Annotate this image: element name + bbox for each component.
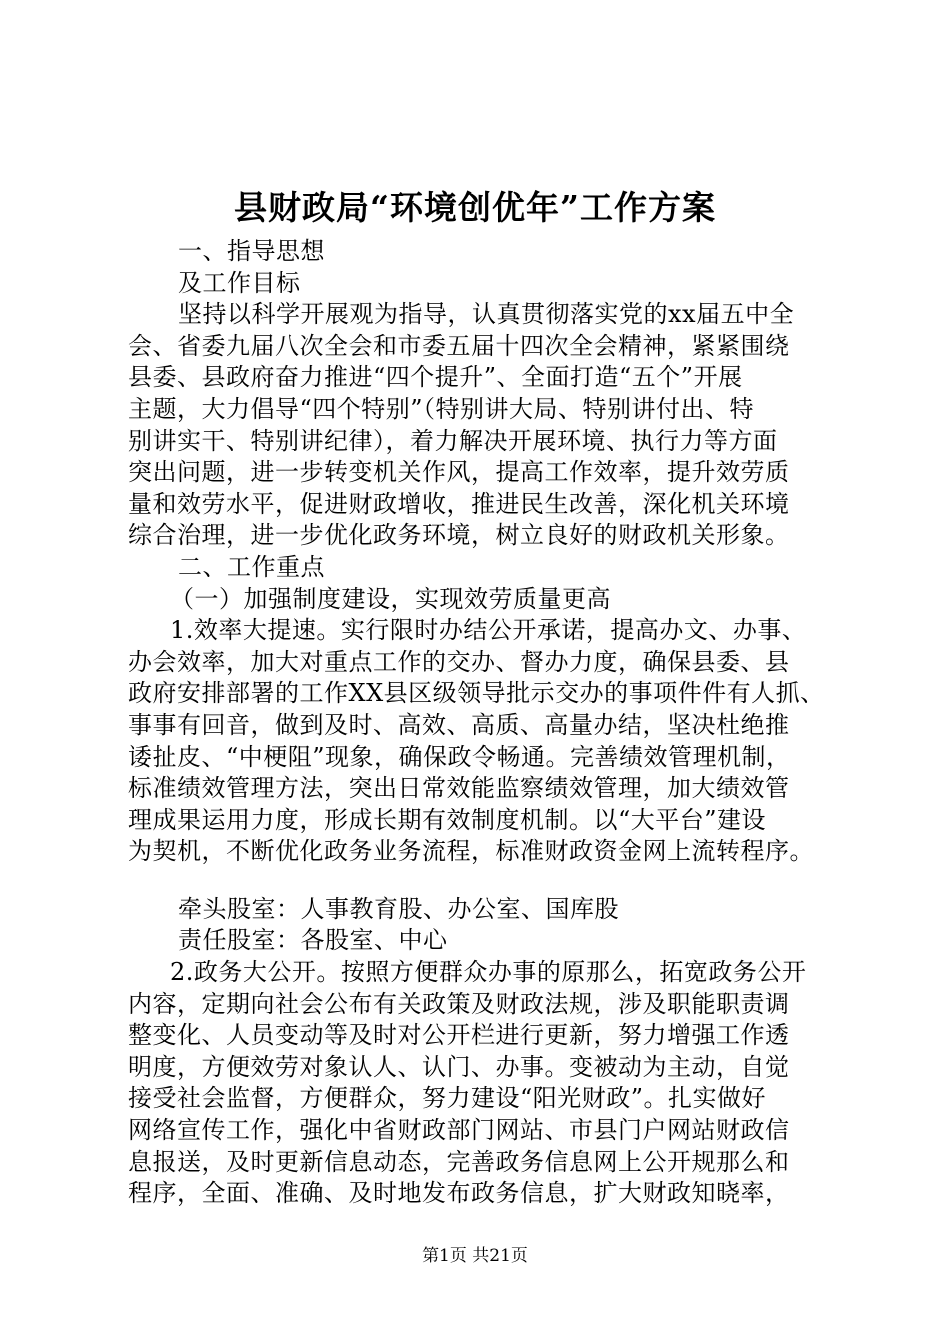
paragraph-line: 政府安排部署的工作XX县区级领导批示交办的事项件件有人抓、: [128, 679, 825, 708]
paragraph-line: 接受社会监督，方便群众，努力建设“阳光财政”。扎实做好: [128, 1084, 767, 1113]
responsible-office-line: 责任股室：各股室、中心: [178, 926, 448, 955]
paragraph-line: 量和效劳水平，促进财政增收，推进民生改善，深化机关环境: [128, 489, 790, 518]
paragraph-line: 办会效率，加大对重点工作的交办、督办力度，确保县委、县: [128, 647, 790, 676]
paragraph-line: 主题，大力倡导“四个特别”（特别讲大局、特别讲付出、特: [128, 394, 755, 423]
document-title: 县财政局“环境创优年”工作方案: [234, 188, 716, 227]
section-heading: 二、工作重点: [178, 552, 325, 581]
paragraph-line: 网络宣传工作，强化中省财政部门网站、市县门户网站财政信: [128, 1116, 790, 1145]
paragraph-line: 理成果运用力度，形成长期有效制度机制。以“大平台”建设: [128, 805, 767, 834]
paragraph-line: 会、省委九届八次全会和市委五届十四次全会精神，紧紧围绕: [128, 331, 790, 360]
page-footer: 第1页 共21页: [422, 1246, 528, 1266]
paragraph-line: 整变化、人员变动等及时对公开栏进行更新，努力增强工作透: [128, 1021, 790, 1050]
paragraph-line: 2.政务大公开。按照方便群众办事的原那么，拓宽政务公开: [170, 958, 807, 987]
paragraph-line: 县委、县政府奋力推进“四个提升”、全面打造“五个”开展: [128, 363, 743, 392]
lead-office-line: 牵头股室：人事教育股、办公室、国库股: [178, 894, 619, 923]
paragraph-line: 明度，方便效劳对象认人、认门、办事。变被动为主动，自觉: [128, 1052, 790, 1081]
document-body: [128, 236, 848, 1210]
paragraph-line: 综合治理，进一步优化政务环境，树立良好的财政机关形象。: [128, 521, 790, 550]
paragraph-line: 事事有回音，做到及时、高效、高质、高量办结，坚决杜绝推: [128, 710, 790, 739]
subsection-heading: （一）加强制度建设，实现效劳质量更高: [170, 584, 611, 613]
paragraph-line: 程序，全面、准确、及时地发布政务信息，扩大财政知晓率，: [128, 1179, 790, 1208]
section-heading: 一、指导思想: [178, 237, 325, 265]
paragraph-line: 突出问题，进一步转变机关作风，提高工作效率，提升效劳质: [128, 458, 790, 487]
section-heading-continued: 及工作目标: [178, 268, 301, 297]
paragraph-line: 坚持以科学开展观为指导，认真贯彻落实党的xx届五中全: [178, 300, 795, 329]
paragraph-line: 为契机，不断优化政务业务流程，标准财政资金网上流转程序。: [128, 837, 814, 866]
paragraph-line: 标准绩效管理方法，突出日常效能监察绩效管理，加大绩效管: [128, 774, 790, 803]
paragraph-line: 息报送，及时更新信息动态，完善政务信息网上公开规那么和: [128, 1147, 790, 1176]
paragraph-line: 别讲实干、特别讲纪律），着力解决开展环境、执行力等方面: [128, 426, 778, 455]
paragraph-line: 内容，定期向社会公布有关政策及财政法规，涉及职能职责调: [128, 989, 790, 1018]
paragraph-line: 1.效率大提速。实行限时办结公开承诺，提高办文、办事、: [170, 616, 807, 645]
blank-line: [128, 868, 848, 894]
paragraph-line: 诿扯皮、“中梗阻”现象，确保政令畅通。完善绩效管理机制，: [128, 742, 791, 771]
